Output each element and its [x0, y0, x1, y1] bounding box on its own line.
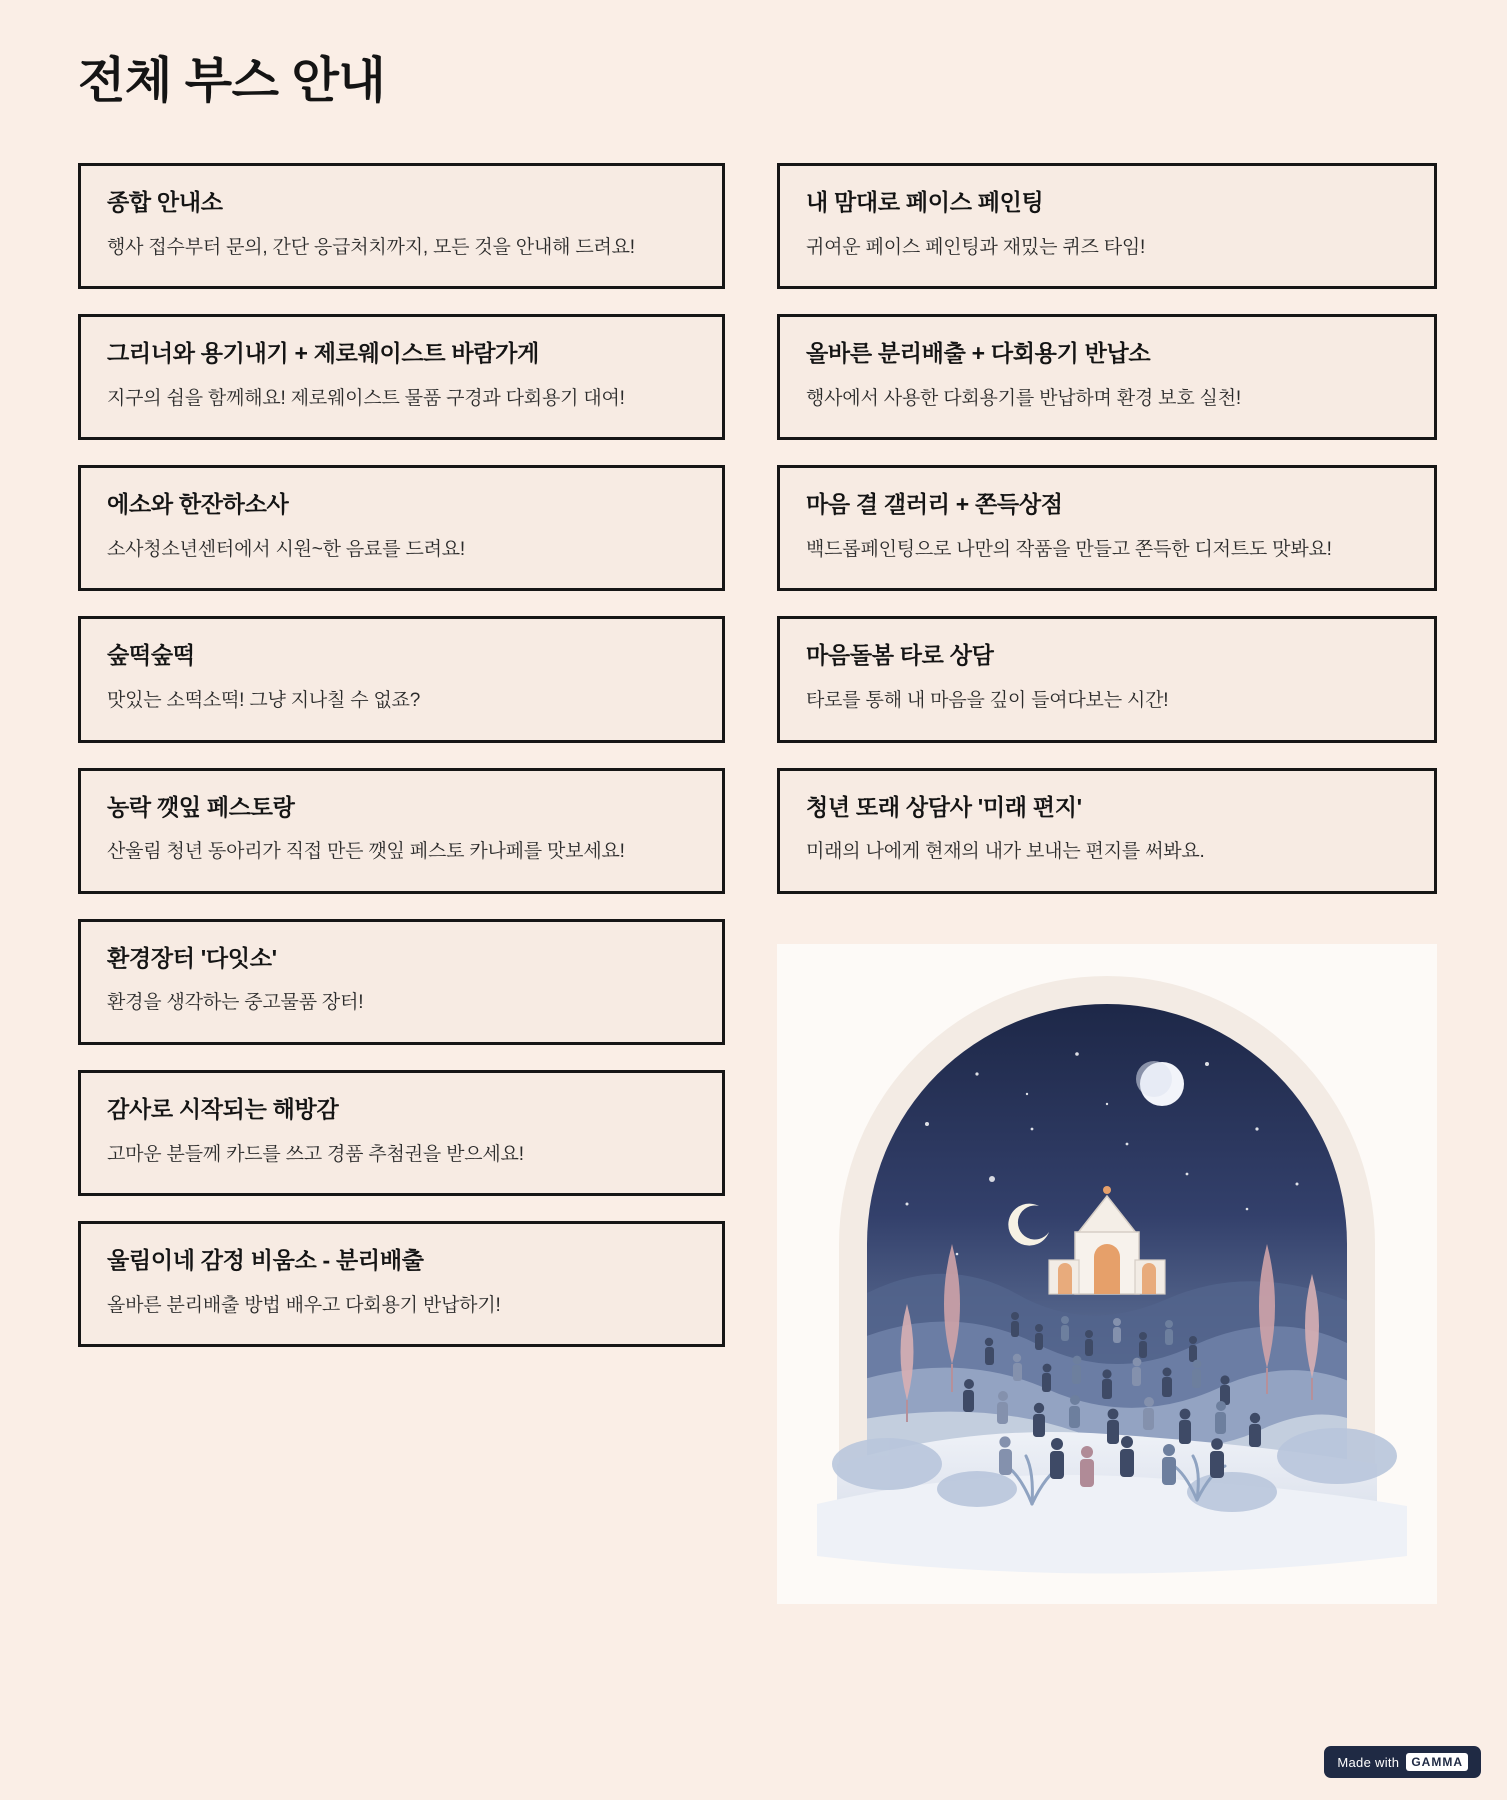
booth-title: 숲떡숲떡 — [107, 642, 195, 669]
booth-title: 청년 또래 상담사 '미래 편지' — [806, 793, 1082, 820]
booth-card — [777, 314, 1437, 440]
booth-card — [78, 1070, 725, 1196]
made-with-badge[interactable] — [1324, 1746, 1481, 1778]
booth-card — [777, 163, 1437, 289]
night-festival-illustration — [777, 944, 1437, 1604]
booth-title: 마음돌봄 타로 상담 — [806, 642, 994, 669]
booth-title: 내 맘대로 페이스 페인팅 — [806, 188, 1044, 215]
booth-title: 농락 깻잎 페스토랑 — [107, 793, 295, 820]
booth-title: 환경장터 '다잇소' — [107, 944, 277, 971]
booth-description: 백드롭페인팅으로 나만의 작품을 만들고 쫀득한 디저트도 맛봐요! — [806, 538, 1332, 560]
made-with-prefix: Made with — [1337, 1754, 1400, 1770]
booth-card — [78, 919, 725, 1045]
booth-card — [78, 314, 725, 440]
booth-title: 그리너와 용기내기 + 제로웨이스트 바람가게 — [107, 339, 540, 366]
booth-description: 소사청소년센터에서 시원~한 음료를 드려요! — [107, 538, 465, 560]
booth-description: 산울림 청년 동아리가 직접 만든 깻잎 페스토 카나페를 맛보세요! — [107, 841, 625, 863]
booth-description: 미래의 나에게 현재의 내가 보내는 편지를 써봐요. — [806, 841, 1205, 863]
booth-description: 지구의 쉼을 함께해요! 제로웨이스트 물품 구경과 다회용기 대여! — [107, 387, 625, 409]
illustration-svg — [777, 944, 1437, 1604]
booth-title: 올바른 분리배출 + 다회용기 반납소 — [806, 339, 1151, 366]
booth-description: 맛있는 소떡소떡! 그냥 지나칠 수 없죠? — [107, 690, 421, 712]
booth-description: 행사 접수부터 문의, 간단 응급처치까지, 모든 것을 안내해 드려요! — [107, 236, 635, 258]
booth-card — [78, 465, 725, 591]
booth-description: 고마운 분들께 카드를 쓰고 경품 추첨권을 받으세요! — [107, 1143, 524, 1165]
booth-card — [777, 465, 1437, 591]
gamma-logo: GAMMA — [1406, 1753, 1468, 1771]
booth-description: 올바른 분리배출 방법 배우고 다회용기 반납하기! — [107, 1294, 501, 1316]
booth-description: 귀여운 페이스 페인팅과 재밌는 퀴즈 타임! — [806, 236, 1146, 258]
booth-title: 감사로 시작되는 해방감 — [107, 1095, 339, 1122]
booth-title: 종합 안내소 — [107, 188, 223, 215]
left-booth-column — [78, 163, 725, 1348]
page-title: 전체 부스 안내 — [78, 54, 386, 108]
booth-columns — [78, 163, 1437, 1604]
booth-title: 마음 결 갤러리 + 쫀득상점 — [806, 491, 1063, 518]
booth-card — [777, 768, 1437, 894]
booth-card — [78, 616, 725, 742]
booth-card — [78, 1221, 725, 1347]
right-booth-column — [777, 163, 1437, 1604]
booth-card — [78, 163, 725, 289]
booth-description: 타로를 통해 내 마음을 깊이 들여다보는 시간! — [806, 690, 1169, 712]
booth-description: 행사에서 사용한 다회용기를 반납하며 환경 보호 실천! — [806, 387, 1241, 409]
booth-description: 환경을 생각하는 중고물품 장터! — [107, 992, 364, 1014]
booth-title: 울림이네 감정 비움소 - 분리배출 — [107, 1247, 424, 1274]
booth-card — [777, 616, 1437, 742]
booth-card — [78, 768, 725, 894]
booth-title: 에소와 한잔하소사 — [107, 491, 289, 518]
